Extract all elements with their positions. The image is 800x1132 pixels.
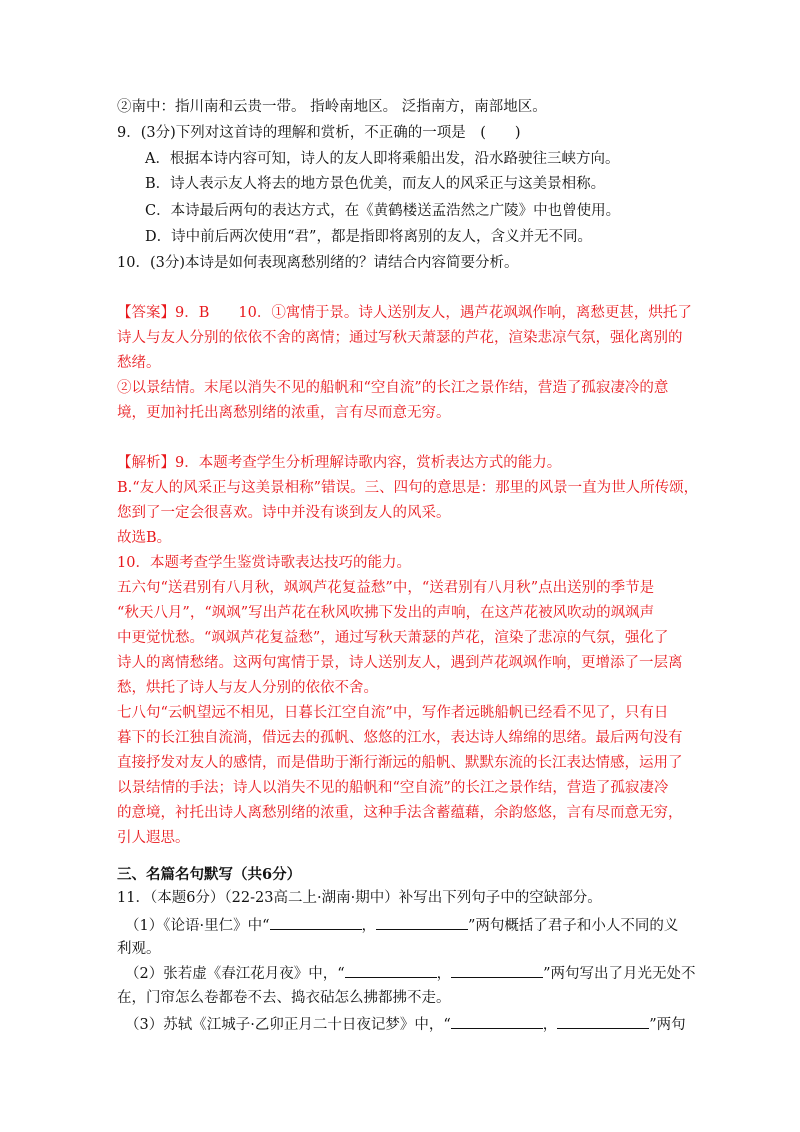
fill-blank[interactable] bbox=[345, 962, 437, 978]
option-d: D．诗中前后两次使用“君”，都是指即将离别的友人，含义并无不同。 bbox=[145, 229, 592, 245]
fill-item-3 bbox=[125, 1013, 686, 1035]
fill-item-text: ”两句概括了君子和小人不同的义 bbox=[468, 918, 679, 934]
analysis-line: 的意境，衬托出诗人离愁别绪的浓重，这种手法含蓄蕴藉，余韵悠悠，言有尽而意无穷， bbox=[117, 805, 683, 821]
answer-line: 诗人与友人分别的依依不舍的离情；通过写秋天萧瑟的芦花，渲染悲凉气氛，强化离别的 bbox=[117, 330, 683, 346]
question-11-stem: 11．（本题6分）（22-23高二上·湖南·期中）补写出下列句子中的空缺部分。 bbox=[117, 890, 602, 906]
analysis-line: 【解析】9．本题考查学生分析理解诗歌内容，赏析表达方式的能力。 bbox=[117, 455, 562, 471]
analysis-line: 您到了一定会很喜欢。诗中并没有谈到友人的风采。 bbox=[117, 505, 451, 521]
fill-blank[interactable] bbox=[557, 1013, 649, 1029]
analysis-line: 直接抒发对友人的感情，而是借助于渐行渐远的船帆、默默东流的长江表达情感，运用了 bbox=[117, 755, 683, 771]
fill-item-text: （3）苏轼《江城子·乙卯正月二十日夜记梦》中，“ bbox=[125, 1017, 451, 1033]
fill-item-separator: ， bbox=[361, 918, 376, 934]
answer-line: 【答案】9．B 10．①寓情于景。诗人送别友人，遇芦花飒飒作响，离愁更甚，烘托了 bbox=[117, 305, 692, 321]
analysis-line: 五六句“送君别有八月秋，飒飒芦花复益愁”中，“送君别有八月秋”点出送别的季节是 bbox=[117, 580, 655, 596]
fill-blank[interactable] bbox=[451, 1013, 543, 1029]
fill-blank[interactable] bbox=[376, 914, 468, 930]
fill-item-separator: ， bbox=[436, 966, 452, 982]
section-heading: 三、名篇名句默写（共6分） bbox=[117, 866, 302, 883]
question-9-stem: 9．(3分)下列对这首诗的理解和赏析，不正确的一项是 ( ) bbox=[117, 125, 521, 141]
fill-item-2-continuation: 在，门帘怎么卷都卷不去、捣衣砧怎么拂都拂不走。 bbox=[117, 990, 451, 1006]
fill-blank[interactable] bbox=[451, 962, 543, 978]
analysis-line: B.“友人的风采正与这美景相称”错误。三、四句的意思是：那里的风景一直为世人所传颂， bbox=[117, 480, 699, 496]
fill-item-text: （2）张若虚《春江花月夜》中，“ bbox=[125, 966, 345, 982]
answer-line: ②以景结情。末尾以消失不见的船帆和“空自流”的长江之景作结，营造了孤寂凄冷的意 bbox=[117, 380, 669, 396]
question-10-stem: 10．(3分)本诗是如何表现离愁别绪的？请结合内容简要分析。 bbox=[117, 255, 519, 271]
note-line: ②南中：指川南和云贵一带。 指岭南地区。 泛指南方，南部地区。 bbox=[117, 99, 547, 115]
fill-item-text: ”两句 bbox=[649, 1017, 686, 1033]
fill-item-text: ”两句写出了月光无处不 bbox=[543, 966, 696, 982]
analysis-line: 暮下的长江独自流淌，借远去的孤帆、悠悠的江水，表达诗人绵绵的思绪。最后两句没有 bbox=[117, 730, 683, 746]
analysis-line: 以景结情的手法；诗人以消失不见的船帆和“空自流”的长江之景作结，营造了孤寂凄冷 bbox=[117, 780, 669, 796]
analysis-line: 10．本题考查学生鉴赏诗歌表达技巧的能力。 bbox=[117, 555, 411, 571]
analysis-line: 中更觉忧愁。“飒飒芦花复益愁”，通过写秋天萧瑟的芦花，渲染了悲凉的气氛，强化了 bbox=[117, 630, 669, 646]
analysis-line: 故选B。 bbox=[117, 530, 172, 546]
analysis-line: “秋天八月”，“飒飒”写出芦花在秋风吹拂下发出的声响，在这芦花被风吹动的飒飒声 bbox=[117, 605, 655, 621]
fill-item-1 bbox=[125, 914, 678, 936]
analysis-line: 诗人的离情愁绪。这两句寓情于景，诗人送别友人，遇到芦花飒飒作响，更增添了一层离 bbox=[117, 655, 683, 671]
option-c: C．本诗最后两句的表达方式，在《黄鹤楼送孟浩然之广陵》中也曾使用。 bbox=[145, 203, 621, 219]
fill-item-2 bbox=[125, 962, 696, 984]
analysis-line: 愁，烘托了诗人与友人分别的依依不舍。 bbox=[117, 680, 378, 696]
fill-item-text: （1）《论语·里仁》中“ bbox=[125, 918, 270, 934]
option-a: A．根据本诗内容可知，诗人的友人即将乘船出发，沿水路驶往三峡方向。 bbox=[145, 151, 620, 167]
answer-line: 境，更加衬托出离愁别绪的浓重，言有尽而意无穷。 bbox=[117, 405, 451, 421]
fill-blank[interactable] bbox=[270, 914, 362, 930]
fill-item-separator: ， bbox=[542, 1017, 558, 1033]
analysis-line: 引人遐思。 bbox=[117, 830, 190, 846]
answer-line: 愁绪。 bbox=[117, 355, 161, 371]
fill-item-1-continuation: 利观。 bbox=[117, 941, 161, 957]
option-b: B．诗人表示友人将去的地方景色优美，而友人的风采正与这美景相称。 bbox=[145, 176, 606, 192]
analysis-line: 七八句“云帆望远不相见，日暮长江空自流”中，写作者远眺船帆已经看不见了，只有日 bbox=[117, 705, 669, 721]
